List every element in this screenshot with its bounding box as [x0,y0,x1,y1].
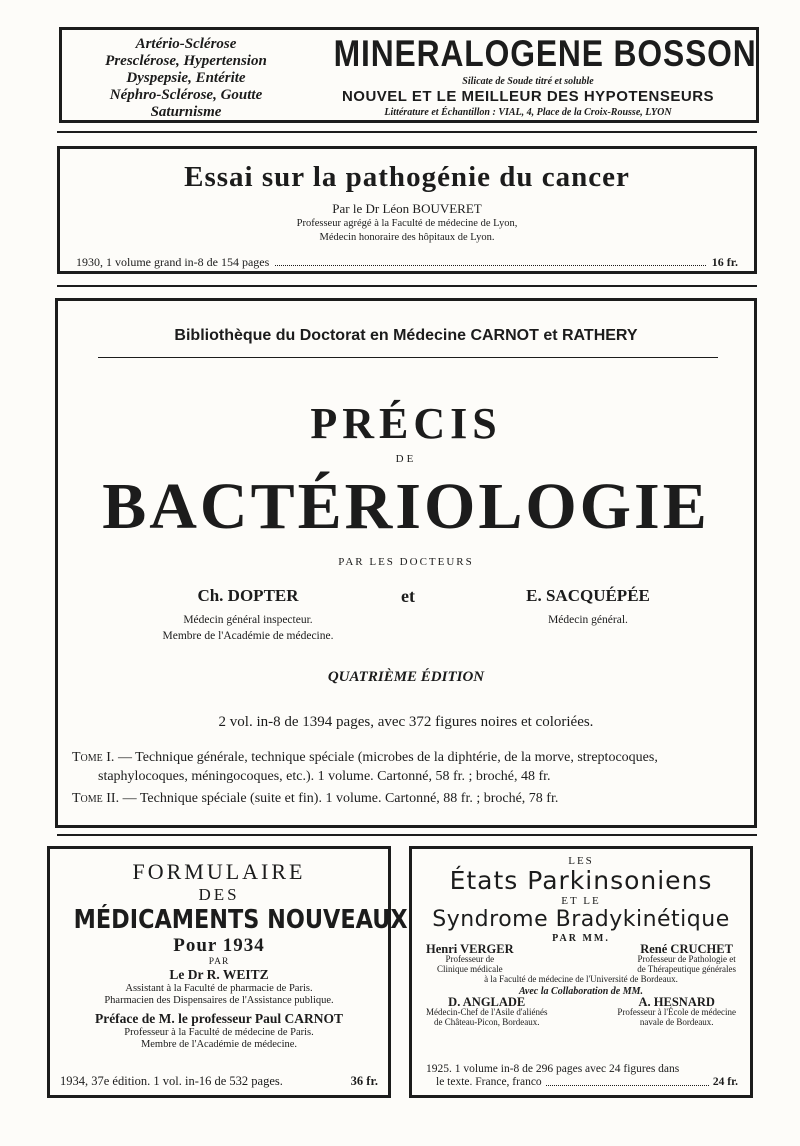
indication-item: Dyspepsie, Entérite [126,70,246,86]
book-title: Essai sur la pathogénie du cancer [184,161,630,193]
publication-info: le texte. France, franco [436,1076,542,1088]
author-credential: Pharmacien des Dispensaires de l'Assistance publique. [104,995,334,1006]
book-price: 36 fr. [350,1074,378,1088]
divider [98,357,718,358]
by-label: PAR [208,957,230,967]
preface-line: Préface de M. le professeur Paul CARNOT [94,1011,344,1026]
author-name: Le Dr R. WEITZ [169,967,269,982]
author-credential: Assistant à la Faculté de pharmacie de Paris. [125,983,313,994]
tome-label: Tome II. [72,791,120,806]
and-word: et [401,586,415,606]
author-sacquepee [453,586,723,628]
author-credential: Professeur agrégé à la Faculté de médecine de Lyon, [296,218,518,229]
author-credential: Médecin-Chef de l'Asile d'aliénés [426,1007,548,1017]
brand-subtitle: Silicate de Soude titré et soluble [462,76,594,87]
brand-address: Littérature et Échantillon : VIAL, 4, Place de la Croix-Rousse, LYON [384,107,672,118]
book-price: 24 fr. [712,1076,738,1088]
preface-credential: Professeur à la Faculté de médecine de Paris. [124,1027,314,1038]
author-credential: Professeur à l'École de médecine [617,1007,736,1017]
book-price: 16 fr. [711,255,738,269]
publication-info: 1925. 1 volume in-8 de 296 pages avec 24 figures dans [426,1063,680,1075]
divider [57,131,757,133]
author-credential: de Château-Picon, Bordeaux. [433,1017,540,1027]
volumes-info: 2 vol. in-8 de 1394 pages, avec 372 figures noires et coloriées. [218,714,594,730]
indication-item: Saturnisme [150,104,222,120]
title-year: Pour 1934 [173,935,265,956]
cancer-book-ad [57,146,757,274]
tome-text: staphylocoques, méningocoques, etc.). 1 volume. Cartonné, 58 fr. ; broché, 48 fr. [98,769,551,784]
divider [57,285,757,287]
title-bacteriologie: BACTÉRIOLOGIE [102,470,710,543]
formulaire-book-ad [47,846,408,1098]
title-de: DE [395,453,417,465]
author-name: Ch. DOPTER [197,586,299,605]
author-name: D. ANGLADE [448,995,526,1009]
title-precis: PRÉCIS [310,399,502,448]
author-name: E. SACQUÉPÉE [526,586,650,605]
indication-item: Artério-Sclérose [135,36,237,52]
leader-dots [546,1076,709,1086]
brand-slogan: NOUVEL ET LE MEILLEUR DES HYPOTENSEURS [341,88,715,105]
tome-text: — Technique générale, technique spéciale (microbes de la diphtérie, de la morve, streptocoques, [114,750,658,765]
mineralogene-ad [59,27,759,123]
publication-line [426,1063,738,1089]
tome-label: Tome I. [72,750,115,765]
title-syndrome: Syndrome Bradykinétique [432,907,730,932]
title-medicaments: MÉDICAMENTS NOUVEAUX [73,905,408,935]
tome-1-info [72,748,740,786]
leader-dots [275,255,705,266]
brand-name: MINERALOGENE BOSSON [333,33,757,74]
author-credential: Médecin honoraire des hôpitaux de Lyon. [319,232,495,243]
title-les: LES [568,855,594,867]
publication-info: 1934, 37e édition. 1 vol. in-16 de 532 pages. [60,1074,283,1088]
title-des: DES [198,885,240,904]
publication-line [76,255,738,270]
author-name: René CRUCHET [640,942,733,956]
indication-item: Presclérose, Hypertension [105,53,267,69]
publication-line [60,1074,378,1089]
credential-line: Membre de l'Académie de médecine. [162,630,334,642]
publication-info: 1930, 1 volume grand in-8 de 154 pages [76,255,270,269]
tome-text: — Technique spéciale (suite et fin). 1 volume. Cartonné, 88 fr. ; broché, 78 fr. [119,791,559,806]
author-credential: Professeur de [445,954,495,964]
author-credential [138,612,358,644]
book-author: Par le Dr Léon BOUVERET [332,201,482,216]
author-hesnard [617,997,736,1027]
title-et-le: ET LE [561,895,601,907]
author-verger [426,944,514,974]
indication-item: Néphro-Sclérose, Goutte [109,87,263,103]
faculty-line: à la Faculté de médecine de l'Université de Bordeaux. [484,974,678,984]
collaboration-label: Avec la Collaboration de MM. [519,986,643,997]
author-name: Henri VERGER [426,942,514,956]
authors-row-2 [412,997,750,1027]
title-etats: États Parkinsoniens [449,866,713,895]
authors-row-1 [412,944,750,974]
bacteriologie-book-ad [55,298,757,828]
divider [57,834,757,836]
parkinson-book-ad [409,846,753,1098]
edition-label: QUATRIÈME ÉDITION [327,669,485,685]
author-dopter [138,586,358,644]
indications-list [70,36,302,121]
mineralogene-brand-block [302,32,757,120]
author-credential: de Thérapeutique générales [637,964,736,974]
author-credential: Médecin général. [548,614,628,626]
title-formulaire: FORMULAIRE [132,859,306,884]
author-name: A. HESNARD [638,995,715,1009]
series-title: Bibliothèque du Doctorat en Médecine CARNOT et RATHERY [174,327,638,344]
tome-2-info [72,789,740,808]
author-credential: Clinique médicale [436,964,503,974]
author-cruchet [637,944,736,974]
credential-line: Médecin général inspecteur. [183,614,313,626]
author-credential: navale de Bordeaux. [639,1017,714,1027]
preface-credential: Membre de l'Académie de médecine. [140,1039,298,1050]
by-label: PAR MM. [552,933,610,944]
author-anglade [426,997,547,1027]
author-credential: Professeur de Pathologie et [637,954,736,964]
by-label: PAR LES DOCTEURS [338,556,474,568]
